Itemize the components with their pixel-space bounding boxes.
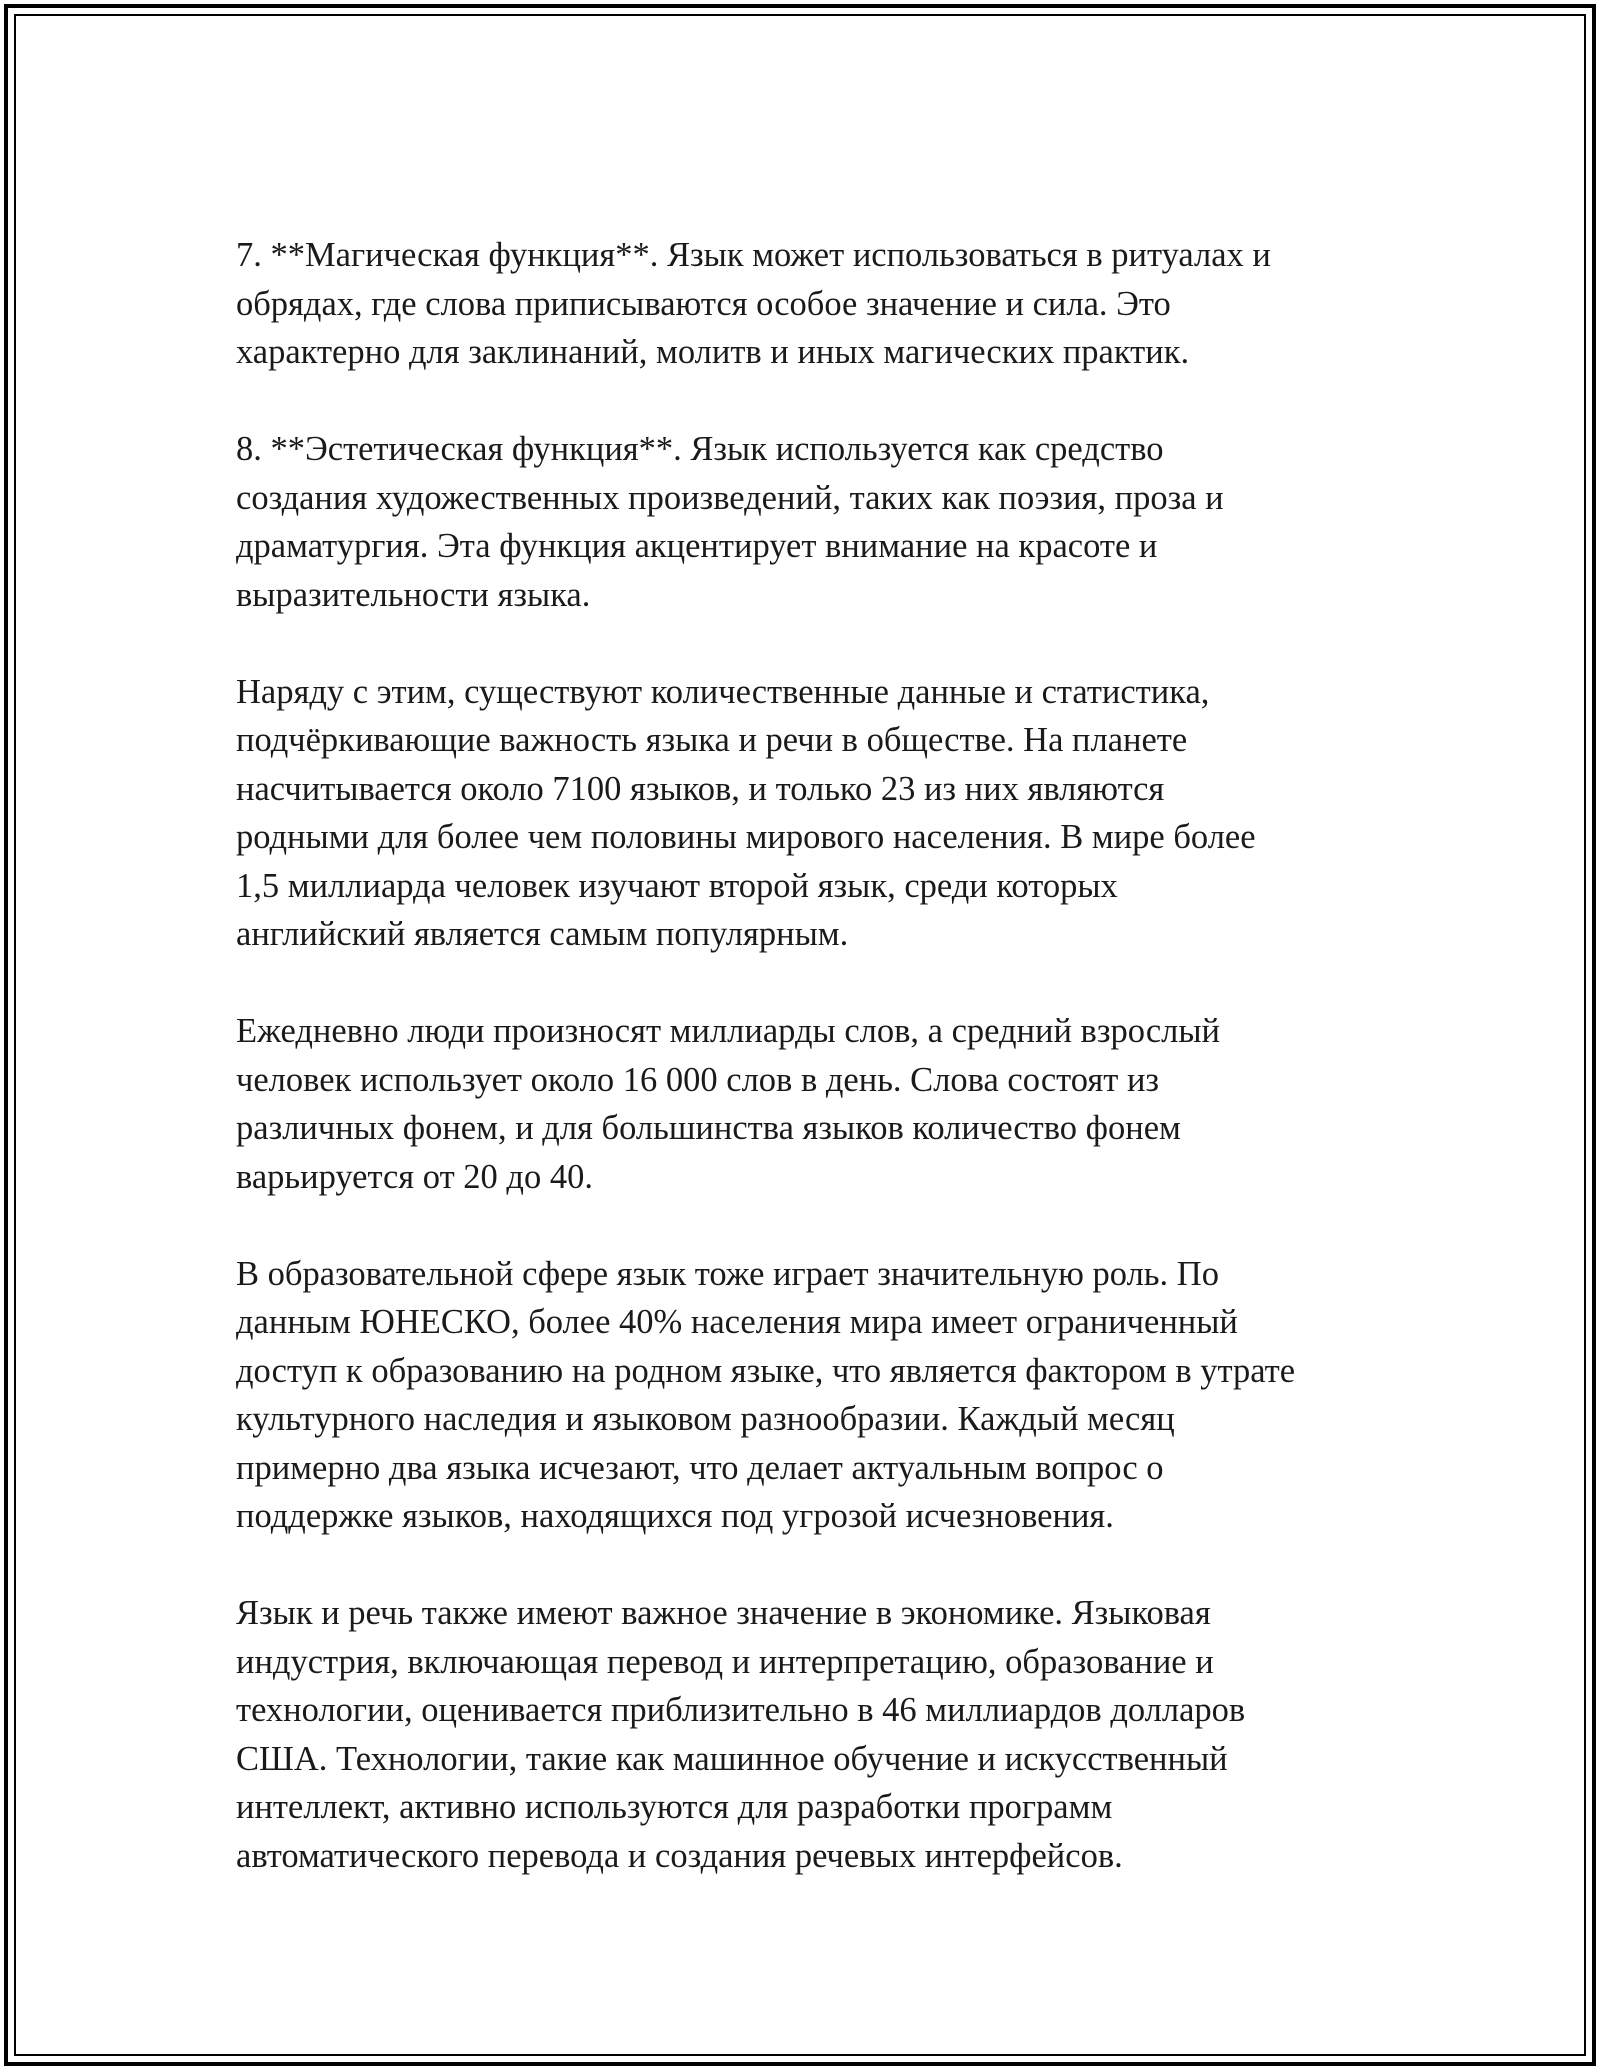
text-line: индустрия, включающая перевод и интерпретацию, образование и	[236, 1642, 1214, 1681]
text-line: Ежедневно люди произносят миллиарды слов, а средний взрослый	[236, 1012, 1221, 1050]
text-line: 8. **Эстетическая функция**. Язык используется как средство	[236, 430, 1164, 468]
paragraph-aesthetic-function	[236, 425, 1386, 619]
text-line: интеллект, активно используются для разработки программ	[236, 1788, 1113, 1826]
text-line: поддержке языков, находящихся под угрозой исчезновения.	[236, 1497, 1114, 1535]
text-line: 7. **Магическая функция**. Язык может использоваться в ритуалах и	[236, 236, 1271, 274]
text-line: характерно для заклинаний, молитв и иных магических практик.	[236, 333, 1190, 371]
text-line: США. Технологии, такие как машинное обучение и искусственный	[236, 1739, 1228, 1778]
text-line: насчитывается около 7100 языков, и только 23 из них являются	[236, 769, 1165, 808]
text-line: варьируется от 20 до 40.	[236, 1157, 593, 1196]
text-line: Язык и речь также имеют важное значение в экономике. Языковая	[236, 1594, 1211, 1632]
text-line: человек использует около 16 000 слов в день. Слова состоят из	[236, 1060, 1160, 1099]
text-line: доступ к образованию на родном языке, что является фактором в утрате	[236, 1351, 1296, 1390]
text-line: примерно два языка исчезают, что делает актуальным вопрос о	[236, 1448, 1164, 1487]
text-line: данным ЮНЕСКО, более 40% населения мира имеет ограниченный	[236, 1303, 1238, 1341]
text-line: 1,5 миллиарда человек изучают второй язык, среди которых	[236, 866, 1118, 905]
text-line: различных фонем, и для большинства языков количество фонем	[236, 1109, 1181, 1147]
text-line: технологии, оценивается приблизительно в 46 миллиардов долларов	[236, 1691, 1246, 1729]
text-line: обрядах, где слова приписываются особое значение и сила. Это	[236, 284, 1171, 323]
paragraph-education	[236, 1250, 1386, 1541]
text-line: родными для более чем половины мирового населения. В мире более	[236, 818, 1256, 856]
text-line: драматургия. Эта функция акцентирует внимание на красоте и	[236, 527, 1158, 565]
text-line: создания художественных произведений, таких как поэзия, проза и	[236, 478, 1224, 517]
text-line: культурного наследия и языковом разнообразии. Каждый месяц	[236, 1400, 1175, 1438]
text-line: автоматического перевода и создания речевых интерфейсов.	[236, 1836, 1123, 1875]
paragraph-economy	[236, 1589, 1386, 1880]
paragraph-daily-words	[236, 1007, 1386, 1201]
document-body	[236, 231, 1386, 1880]
paragraph-language-statistics	[236, 668, 1386, 959]
paragraph-magic-function	[236, 231, 1386, 377]
text-line: В образовательной сфере язык тоже играет значительную роль. По	[236, 1254, 1219, 1293]
text-line: английский является самым популярным.	[236, 915, 849, 953]
text-line: подчёркивающие важность языка и речи в обществе. На планете	[236, 721, 1188, 759]
text-line: выразительности языка.	[236, 575, 591, 614]
text-line: Наряду с этим, существуют количественные данные и статистика,	[236, 672, 1210, 711]
